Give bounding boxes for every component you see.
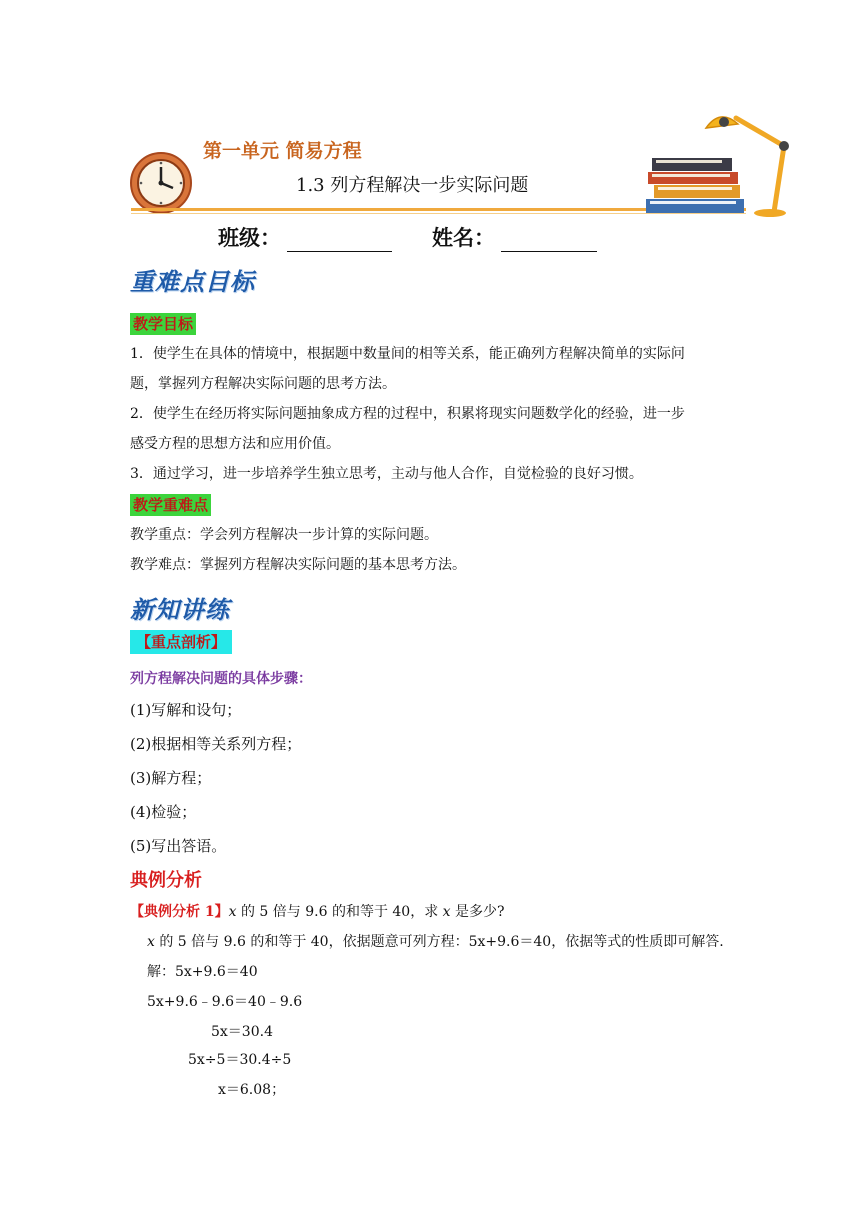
goal-2-line1: 2．使学生在经历将实际问题抽象成方程的过程中，积累将现实问题数学化的经验，进一步 [130, 406, 685, 422]
solution-line-2: 5x+9.6﹣9.6＝40﹣9.6 [147, 994, 303, 1010]
explanation-variable: x [147, 934, 155, 950]
steps-title: 列方程解决问题的具体步骤： [130, 671, 312, 687]
clock-icon [128, 150, 196, 214]
key-points-tag: 教学重难点 [130, 494, 211, 516]
goal-2-line2: 感受方程的思想方法和应用价值。 [130, 436, 340, 452]
difficulty: 教学难点：掌握列方程解决实际问题的基本思考方法。 [130, 557, 466, 573]
lesson-title: 1.3 列方程解决一步实际问题 [296, 175, 529, 196]
solution-line-5: x＝6.08； [218, 1082, 286, 1098]
goal-3: 3．通过学习，进一步培养学生独立思考，主动与他人合作，自觉检验的良好习惯。 [130, 466, 643, 482]
new-knowledge-banner: 新知讲练 [130, 596, 230, 624]
student-info-row [218, 222, 597, 252]
solution-line-1: 解：5x+9.6＝40 [147, 964, 258, 980]
name-label: 姓名： [432, 226, 495, 250]
example-explanation [147, 931, 724, 951]
analysis-tag: 【重点剖析】 [130, 630, 232, 654]
class-label: 班级： [218, 226, 281, 250]
step-4: (4)检验； [130, 803, 197, 821]
goal-1-line2: 题，掌握列方程解决实际问题的思考方法。 [130, 376, 396, 392]
goals-banner: 重难点目标 [130, 268, 255, 296]
desk-lamp-icon [700, 100, 796, 218]
question-end: 是多少? [450, 904, 505, 920]
example-label: 【典例分析 1】 [130, 904, 229, 920]
question-variable: x [228, 904, 237, 920]
class-blank[interactable] [287, 233, 392, 252]
unit-title: 第一单元 简易方程 [203, 140, 362, 162]
name-blank[interactable] [501, 233, 597, 252]
solution-line-4: 5x÷5＝30.4÷5 [188, 1052, 292, 1068]
goal-1-line1: 1．使学生在具体的情境中，根据题中数量间的相等关系，能正确列方程解决简单的实际问 [130, 346, 685, 362]
step-5: (5)写出答语。 [130, 837, 227, 855]
example-question [130, 901, 505, 921]
explanation-text: 的 5 倍与 9.6 的和等于 40，依据题意可列方程：5x+9.6＝40，依据等式的性质即可解答. [154, 934, 724, 950]
step-1: (1)写解和设句； [130, 701, 242, 719]
key-point: 教学重点：学会列方程解决一步计算的实际问题。 [130, 527, 438, 543]
solution-line-3: 5x＝30.4 [211, 1024, 273, 1040]
examples-heading: 典例分析 [130, 870, 202, 891]
teaching-goals-tag: 教学目标 [130, 313, 196, 335]
step-2: (2)根据相等关系列方程； [130, 735, 302, 753]
question-text: 的 5 倍与 9.6 的和等于 40，求 [236, 904, 443, 920]
question-variable-2: x [442, 904, 451, 920]
step-3: (3)解方程； [130, 769, 212, 787]
